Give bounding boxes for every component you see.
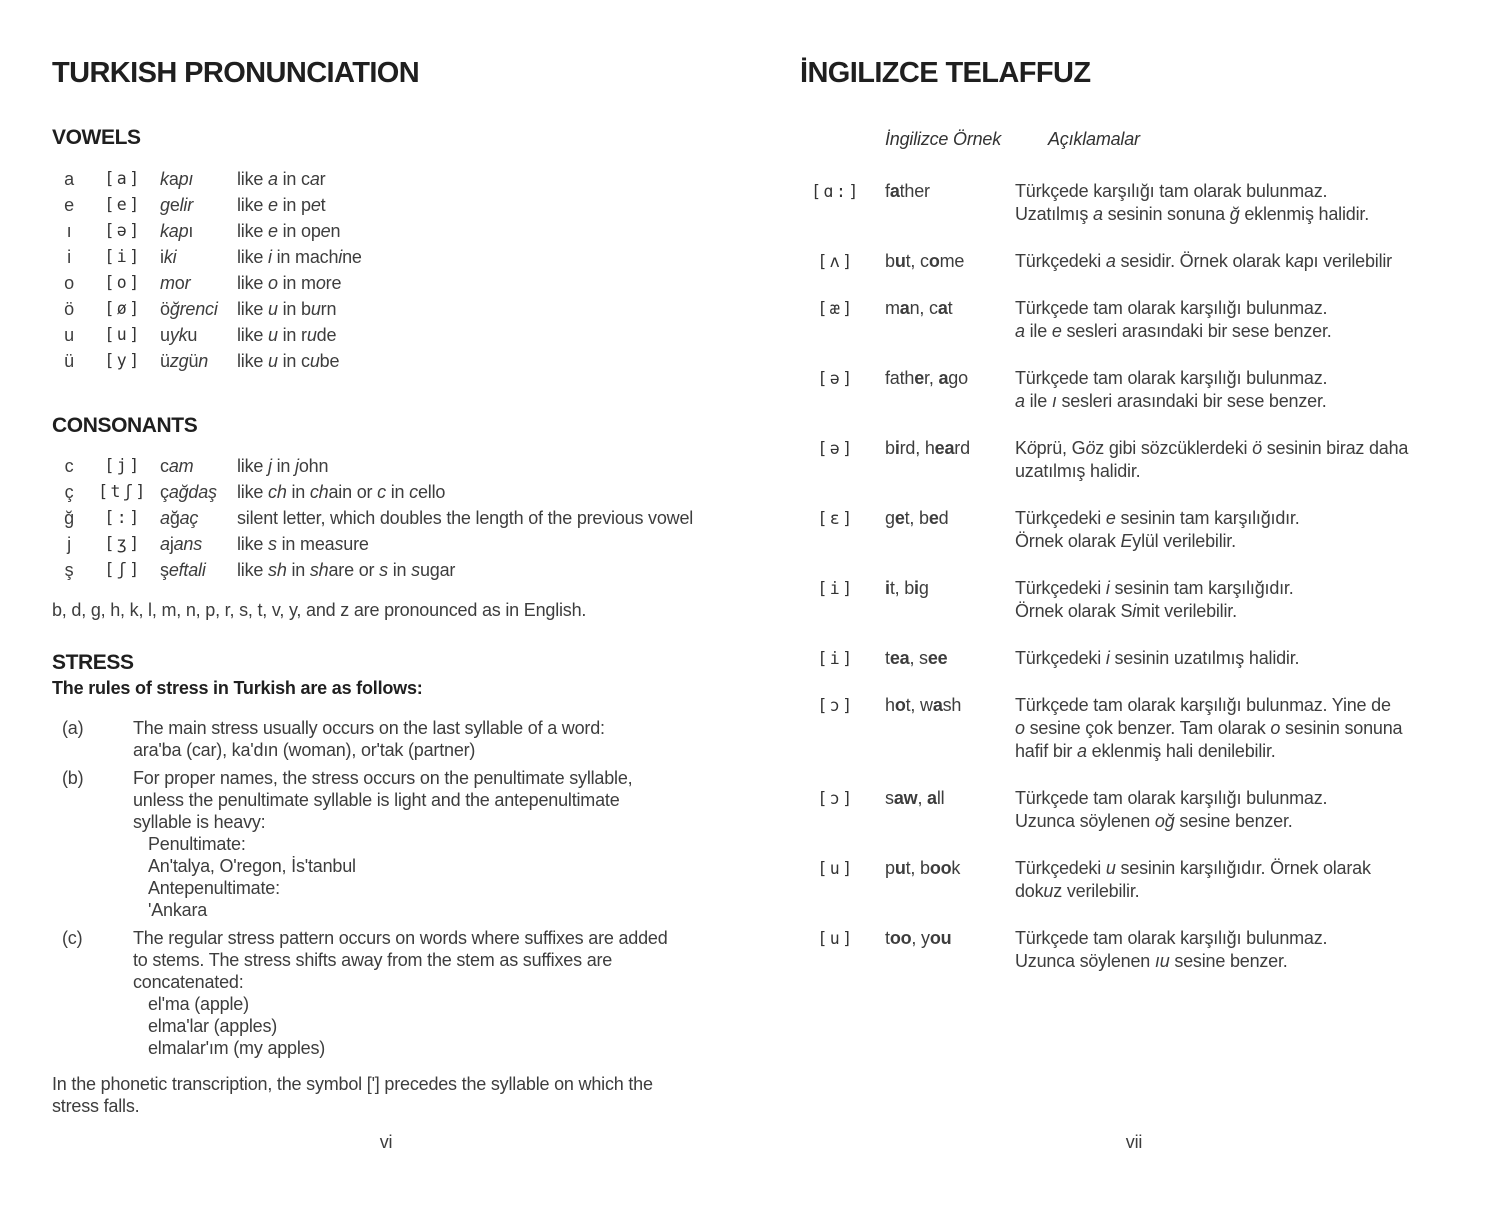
sound-description: like u in cube — [237, 351, 340, 371]
vowel-row — [52, 218, 720, 244]
right-page — [800, 56, 1468, 1156]
turkish-example-word: kapı — [160, 221, 194, 241]
phonetic-symbol: [ø] — [104, 299, 142, 318]
sound-description: silent letter, which doubles the length of the previous vowel — [237, 508, 694, 528]
vowel-row — [52, 270, 720, 296]
consonant-letter: ğ — [64, 508, 74, 528]
phonetic-symbol: [ə] — [817, 439, 855, 458]
stress-rule-item — [52, 717, 720, 761]
explanation-text: Türkçede tam olarak karşılığı bulunmaz. a ile e sesleri arasındaki bir sese benzer. — [1015, 298, 1332, 341]
consonant-letter: ş — [64, 560, 74, 580]
stress-rule-label: (c) — [62, 928, 83, 948]
vowel-letter: ö — [64, 299, 74, 319]
sound-description: like u in burn — [237, 299, 337, 319]
vowel-row — [52, 322, 720, 348]
english-example-words: hot, wash — [885, 695, 962, 715]
english-example-words: tea, see — [885, 648, 948, 668]
vowel-row — [52, 166, 720, 192]
turkish-example-word: öğrenci — [160, 299, 218, 319]
english-example-words: put, book — [885, 858, 961, 878]
vowels-table — [52, 166, 720, 374]
right-page-number: vii — [1125, 1132, 1143, 1152]
sound-description: like e in pet — [237, 195, 326, 215]
explanation-text: Türkçedeki u sesinin karşılığıdır. Örnek olarak dokuz verilebilir. — [1015, 858, 1371, 901]
consonants-heading: CONSONANTS — [52, 414, 198, 437]
pronunciation-row — [800, 507, 1468, 553]
sound-description: like ch in chain or c in cello — [237, 482, 446, 502]
explanation-text: Türkçedeki e sesinin tam karşılığıdır. Örnek olarak Eylül verilebilir. — [1015, 508, 1300, 551]
consonant-row — [52, 505, 720, 531]
explanation-text: Köprü, Göz gibi sözcüklerdeki ö sesinin biraz daha uzatılmış halidir. — [1015, 438, 1409, 481]
phonetic-symbol: [ɛ] — [817, 509, 855, 528]
vowel-letter: ı — [66, 221, 72, 241]
stress-rules-list — [52, 717, 720, 1059]
stress-heading: STRESS — [52, 651, 134, 674]
explanation-text: Türkçedeki a sesidir. Örnek olarak kapı verilebilir — [1015, 251, 1392, 271]
explanation-text: Türkçede tam olarak karşılığı bulunmaz. Uzunca söylenen oğ sesine benzer. — [1015, 788, 1328, 831]
turkish-example-word: çağdaş — [160, 482, 217, 502]
consonant-row — [52, 531, 720, 557]
phonetic-symbol: [ʃ] — [104, 560, 142, 579]
pronunciation-row — [800, 180, 1468, 226]
vowel-letter: a — [64, 169, 74, 189]
turkish-example-word: mor — [160, 273, 191, 293]
pronunciation-row — [800, 857, 1468, 903]
english-example-words: father — [885, 181, 930, 201]
phonetic-symbol: [ʒ] — [104, 534, 142, 553]
consonant-letter: j — [67, 534, 71, 554]
vowel-letter: u — [64, 325, 74, 345]
turkish-example-word: iki — [160, 247, 177, 267]
pronunciation-row — [800, 577, 1468, 623]
phonetic-symbol: [:] — [104, 508, 142, 527]
pronunciation-row — [800, 297, 1468, 343]
english-example-words: it, big — [885, 578, 929, 598]
pronunciation-row — [800, 437, 1468, 483]
consonant-letter: c — [64, 456, 74, 476]
vowel-row — [52, 192, 720, 218]
left-page — [52, 56, 720, 1156]
vowel-letter: i — [67, 247, 71, 267]
stress-rule-examples: Penultimate: An'talya, O'regon, İs'tanbul Antepenultimate: 'Ankara — [148, 834, 356, 920]
consonant-row — [52, 557, 720, 583]
turkish-example-word: uyku — [160, 325, 198, 345]
vowel-letter: o — [64, 273, 74, 293]
phonetic-symbol: [i] — [817, 649, 855, 668]
column-header-english-example: İngilizce Örnek — [885, 129, 1002, 149]
sound-description: like i in machine — [237, 247, 362, 267]
column-header-explanations: Açıklamalar — [1048, 129, 1140, 149]
english-example-words: saw, all — [885, 788, 945, 808]
english-example-words: father, ago — [885, 368, 968, 388]
phonetic-symbol: [ɑ:] — [811, 182, 861, 201]
left-page-number: vi — [379, 1132, 393, 1152]
stress-rule-text: The main stress usually occurs on the last syllable of a word: ara'ba (car), ka'dın (woman), or'tak (partner) — [133, 718, 605, 760]
phonetic-symbol: [æ] — [817, 299, 855, 318]
turkish-example-word: üzgün — [160, 351, 209, 371]
turkish-example-word: ağaç — [160, 508, 199, 528]
vowel-row — [52, 296, 720, 322]
right-page-title: İNGILIZCE TELAFFUZ — [800, 57, 1091, 89]
explanation-text: Türkçede tam olarak karşılığı bulunmaz. Yine de o sesine çok benzer. Tam olarak o sesinin sonuna hafif bir a eklenmiş hali denilebilir. — [1015, 695, 1403, 761]
phonetic-symbol: [ə] — [104, 221, 142, 240]
turkish-example-word: şeftali — [160, 560, 206, 580]
turkish-example-word: gelir — [160, 195, 194, 215]
stress-rule-item — [52, 927, 720, 1059]
turkish-example-word: kapı — [160, 169, 194, 189]
phonetic-symbol: [u] — [817, 859, 855, 878]
sound-description: like e in open — [237, 221, 341, 241]
explanation-text: Türkçedeki i sesinin uzatılmış halidir. — [1015, 648, 1300, 668]
pronunciation-row — [800, 694, 1468, 763]
vowel-row — [52, 348, 720, 374]
table-header-row — [800, 128, 1468, 151]
consonants-note: b, d, g, h, k, l, m, n, p, r, s, t, v, y, and z are pronounced as in English. — [52, 600, 587, 620]
english-example-words: bird, heard — [885, 438, 970, 458]
vowel-letter: ü — [64, 351, 74, 371]
stress-rule-examples: el'ma (apple) elma'lar (apples) elmalar'ım (my apples) — [148, 994, 326, 1058]
pronunciation-row — [800, 250, 1468, 273]
consonant-row — [52, 453, 720, 479]
sound-description: like j in john — [237, 456, 329, 476]
phonetic-symbol: [ɔ] — [817, 789, 855, 808]
left-page-title: TURKISH PRONUNCIATION — [52, 57, 420, 89]
vowel-letter: e — [64, 195, 74, 215]
phonetic-symbol: [y] — [104, 351, 142, 370]
stress-rule-text: The regular stress pattern occurs on words where suffixes are added to stems. The stress shifts away from the stem as suffixes are concatenated: — [133, 928, 668, 992]
english-example-words: man, cat — [885, 298, 953, 318]
consonant-letter: ç — [64, 482, 74, 502]
turkish-example-word: cam — [160, 456, 194, 476]
sound-description: like a in car — [237, 169, 326, 189]
stress-footer-note: In the phonetic transcription, the symbol ['] precedes the syllable on which the stress falls. — [52, 1074, 653, 1116]
phonetic-symbol: [a] — [104, 169, 142, 188]
english-example-words: but, come — [885, 251, 965, 271]
phonetic-symbol: [i] — [817, 579, 855, 598]
phonetic-symbol: [tʃ] — [98, 482, 148, 501]
phonetic-symbol: [e] — [104, 195, 142, 214]
stress-rule-body — [133, 767, 720, 921]
phonetic-symbol: [ə] — [817, 369, 855, 388]
sound-description: like s in measure — [237, 534, 369, 554]
consonant-row — [52, 479, 720, 505]
phonetic-symbol: [j] — [104, 456, 142, 475]
phonetic-symbol: [u] — [104, 325, 142, 344]
vowels-heading: VOWELS — [52, 126, 141, 149]
explanation-text: Türkçede karşılığı tam olarak bulunmaz. Uzatılmış a sesinin sonuna ğ eklenmiş halidir. — [1015, 181, 1369, 224]
explanation-text: Türkçedeki i sesinin tam karşılığıdır. Örnek olarak Simit verilebilir. — [1015, 578, 1294, 621]
phonetic-symbol: [i] — [104, 247, 142, 266]
sound-description: like o in more — [237, 273, 342, 293]
stress-rule-item — [52, 767, 720, 921]
consonants-table — [52, 453, 720, 583]
phonetic-symbol: [ʌ] — [817, 252, 855, 271]
stress-rule-body — [133, 927, 720, 1059]
stress-rule-label: (b) — [62, 768, 84, 788]
phonetic-symbol: [u] — [817, 929, 855, 948]
stress-subheading: The rules of stress in Turkish are as follows: — [52, 678, 423, 698]
vowel-row — [52, 244, 720, 270]
english-example-words: too, you — [885, 928, 952, 948]
stress-rule-body — [133, 717, 720, 761]
explanation-text: Türkçede tam olarak karşılığı bulunmaz. a ile ı sesleri arasındaki bir sese benzer. — [1015, 368, 1328, 411]
stress-rule-text: For proper names, the stress occurs on the penultimate syllable, unless the penultimate syllable is light and the antepenultimate syllable is heavy: — [133, 768, 633, 832]
phonetic-symbol: [ɔ] — [817, 696, 855, 715]
turkish-example-word: ajans — [160, 534, 203, 554]
english-example-words: get, bed — [885, 508, 949, 528]
pronunciation-row — [800, 927, 1468, 973]
stress-rule-label: (a) — [62, 718, 84, 738]
pronunciation-row — [800, 367, 1468, 413]
pronunciation-row — [800, 647, 1468, 670]
pronunciation-row — [800, 787, 1468, 833]
sound-description: like u in rude — [237, 325, 337, 345]
explanation-text: Türkçede tam olarak karşılığı bulunmaz. Uzunca söylenen ıu sesine benzer. — [1015, 928, 1328, 971]
sound-description: like sh in share or s in sugar — [237, 560, 456, 580]
phonetic-symbol: [o] — [104, 273, 142, 292]
pronunciation-table — [800, 180, 1468, 973]
